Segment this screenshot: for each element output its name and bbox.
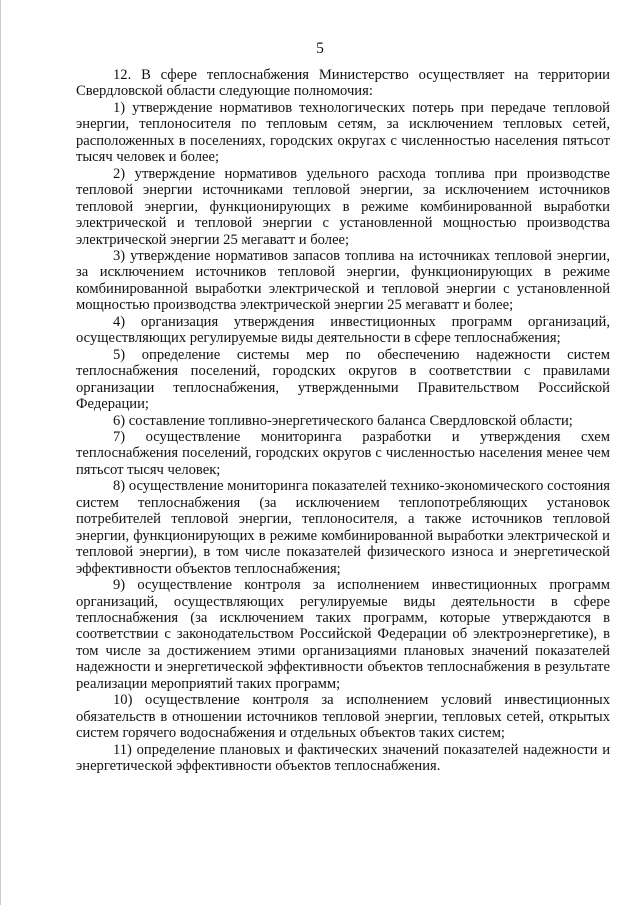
paragraph-section-12-intro: 12. В сфере теплоснабжения Министерство осуществляет на территории Свердловской области следующие полномочия: xyxy=(76,67,610,100)
paragraph-item-7: 7) осуществление мониторинга разработки и утверждения схем теплоснабжения поселений, городских округов с численностью населения менее чем пятьсот тысяч человек; xyxy=(76,428,610,478)
paragraph-item-6: 6) составление топливно-энергетического баланса Свердловской области; xyxy=(113,412,573,429)
paragraph-item-4: 4) организация утверждения инвестиционных программ организаций, осуществляющих регулируемые виды деятельности в сфере теплоснабжения; xyxy=(76,313,610,347)
paragraph-item-8: 8) осуществление мониторинга показателей технико-экономического состояния систем теплоснабжения (за исключением теплопотребляющих установок потребителей тепловой энергии, теплоносителя, а также источников тепловой энергии, функционирующих в режиме комбинированной выработки электрической и тепловой энергии), в том числе показателей физического износа и энергетической эффективности объектов теплоснабжения; xyxy=(76,478,610,577)
document-body xyxy=(76,67,610,774)
paragraph-item-9: 9) осуществление контроля за исполнением инвестиционных программ организаций, осуществляющих регулируемые виды деятельности в сфере теплоснабжения (за исключением таких программ, которые утверждаются в соответствии с законодательством Российской Федерации об электроэнергетике), в том числе за достижением этими организациями плановых значений показателей надежности и энергетической эффективности объектов теплоснабжения в результате реализации мероприятий таких программ; xyxy=(76,577,610,692)
page-number: 5 xyxy=(316,40,324,57)
paragraph-item-2: 2) утверждение нормативов удельного расхода топлива при производстве тепловой энергии источниками тепловой энергии, за исключением источников тепловой энергии, функционирующих в режиме комбинированной выработки электрической и тепловой энергии с установленной мощностью производства электрической энергии 25 мегаватт и более; xyxy=(76,165,610,248)
paragraph-item-11: 11) определение плановых и фактических значений показателей надежности и энергетической эффективности объектов теплоснабжения. xyxy=(76,741,610,775)
paragraph-item-5: 5) определение системы мер по обеспечению надежности систем теплоснабжения поселений, городских округов в соответствии с правилами организации теплоснабжения, утвержденными Правительством Российской Федерации; xyxy=(76,346,610,413)
paragraph-item-1: 1) утверждение нормативов технологических потерь при передаче тепловой энергии, теплоносителя по тепловым сетям, за исключением тепловых сетей, расположенных в поселениях, городских округах с численностью населения пятьсот тысяч человек и более; xyxy=(76,99,610,166)
paragraph-item-10: 10) осуществление контроля за исполнением условий инвестиционных обязательств в отношении источников тепловой энергии, тепловых сетей, открытых систем горячего водоснабжения и отдельных объектов таких систем; xyxy=(76,692,610,742)
paragraph-item-3: 3) утверждение нормативов запасов топлива на источниках тепловой энергии, за исключением источников тепловой энергии, функционирующих в режиме комбинированной выработки электрической и тепловой энергии с установленной мощностью производства электрической энергии 25 мегаватт и более; xyxy=(76,247,610,314)
scan-edge-line xyxy=(0,0,1,905)
